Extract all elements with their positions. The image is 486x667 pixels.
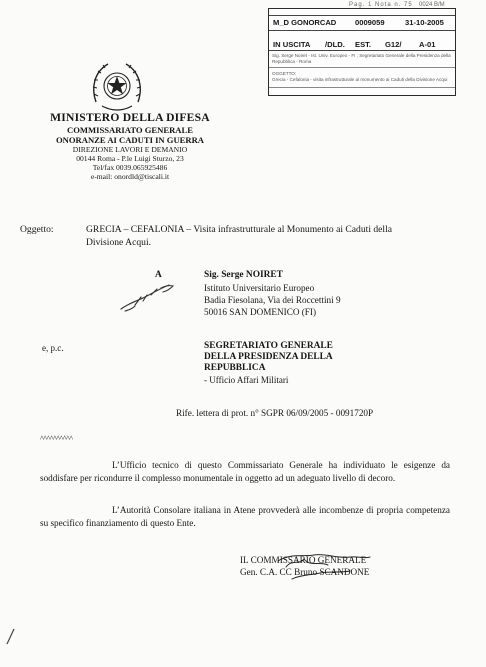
recipient-name: Sig. Serge NOIRET (204, 270, 283, 280)
recipient-a-label: A (155, 270, 162, 280)
stamp-row-direction (269, 38, 455, 51)
cc-line2: DELLA PRESIDENZA DELLA (204, 352, 333, 362)
stamp-subject-label: OGGETTO: (272, 71, 297, 76)
stamp-a: A-01 (419, 40, 436, 49)
recipient-street: Badia Fiesolana, Via dei Roccettini 9 (204, 295, 341, 305)
ministry-name: MINISTERO DELLA DIFESA (50, 111, 210, 124)
commissariato-name: COMMISSARIATO GENERALE (67, 125, 193, 135)
stamp-subject (272, 71, 452, 83)
cc-line4: - Ufficio Affari Militari (204, 375, 289, 385)
signature-name: Gen. C.A. CC Bruno SCANDONE (240, 567, 370, 577)
stamp-top-right: 0024 B/M (419, 2, 445, 8)
republic-emblem-icon (88, 58, 146, 116)
stamp-recipients-line1: Sig. Serge Noiret - Ist. Univ. Europeo - FI ; Segretariato Generale della Presidenza della (272, 53, 451, 58)
corner-mark-icon (4, 626, 18, 646)
stamp-row-protocol (269, 15, 455, 31)
onoranze-name: ONORANZE AI CADUTI IN GUERRA (55, 135, 205, 145)
stamp-in-uscita: IN USCITA (273, 40, 311, 49)
subject-line2: Divisione Acqui. (86, 237, 152, 248)
stamp-est: EST. (355, 40, 372, 49)
stamp-recipients (272, 53, 452, 65)
stamp-divider-bottom (269, 87, 455, 88)
body-paragraph-2: L’Autorità Consolare italiana in Atene provvederà alle incombenze di propria competenza su specifico finanziamento di questo Ente. (40, 505, 450, 528)
signature-title: IL COMMISSARIO GENERALE (240, 555, 367, 565)
stamp-subject-text: Grecia - Cefalonia - visita infrastrutturale al monumento ai Caduti della Divisione Acqui (272, 77, 448, 82)
protocol-stamp (268, 2, 456, 96)
stamp-page-note: Pag. 1 Nota n. 75 (349, 2, 413, 8)
header-telfax: Tel/fax 0039.065925486 (92, 163, 168, 172)
reference-line: Rife. lettera di prot. n° SGPR 06/09/2005 - 0091720P (176, 408, 374, 418)
stamp-code: M_D GONORCAD (273, 18, 337, 27)
separator-marks: ^^^^^^^^^^ (40, 434, 73, 443)
cc-line3: REPUBBLICA (204, 363, 266, 373)
body-paragraph-1: L’Ufficio tecnico di questo Commissariato Generale ha individuato le esigenze da soddisfare per ricondurre il complesso monumentale in oggetto ad un adeguato livello di decoro. (40, 460, 450, 483)
cc-label: e, p.c. (42, 343, 64, 353)
stamp-divider (269, 67, 455, 68)
stamp-recipients-line2: Repubblica - Roma (272, 59, 312, 64)
stamp-g: G12/ (385, 40, 402, 49)
handwritten-signature-icon (230, 545, 390, 585)
subject-label: Oggetto: (20, 224, 54, 235)
stamp-date: 31-10-2005 (405, 18, 444, 27)
stamp-dld: /DLD. (325, 40, 345, 49)
cc-line1: SEGRETARIATO GENERALE (204, 341, 333, 351)
subject-line1: GRECIA – CEFALONIA – Visita infrastrutturale al Monumento ai Caduti della (86, 224, 393, 235)
directorate-name: DIREZIONE LAVORI E DEMANIO (72, 145, 188, 154)
header-email: e-mail: onordld@tiscali.it (90, 172, 170, 181)
handwritten-scribble-icon (115, 279, 185, 315)
header-address: 00144 Roma - P.le Luigi Sturzo, 23 (76, 154, 184, 163)
recipient-city: 50016 SAN DOMENICO (FI) (204, 307, 317, 317)
stamp-number: 0009059 (355, 18, 385, 27)
recipient-institute: Istituto Universitario Europeo (204, 283, 315, 293)
